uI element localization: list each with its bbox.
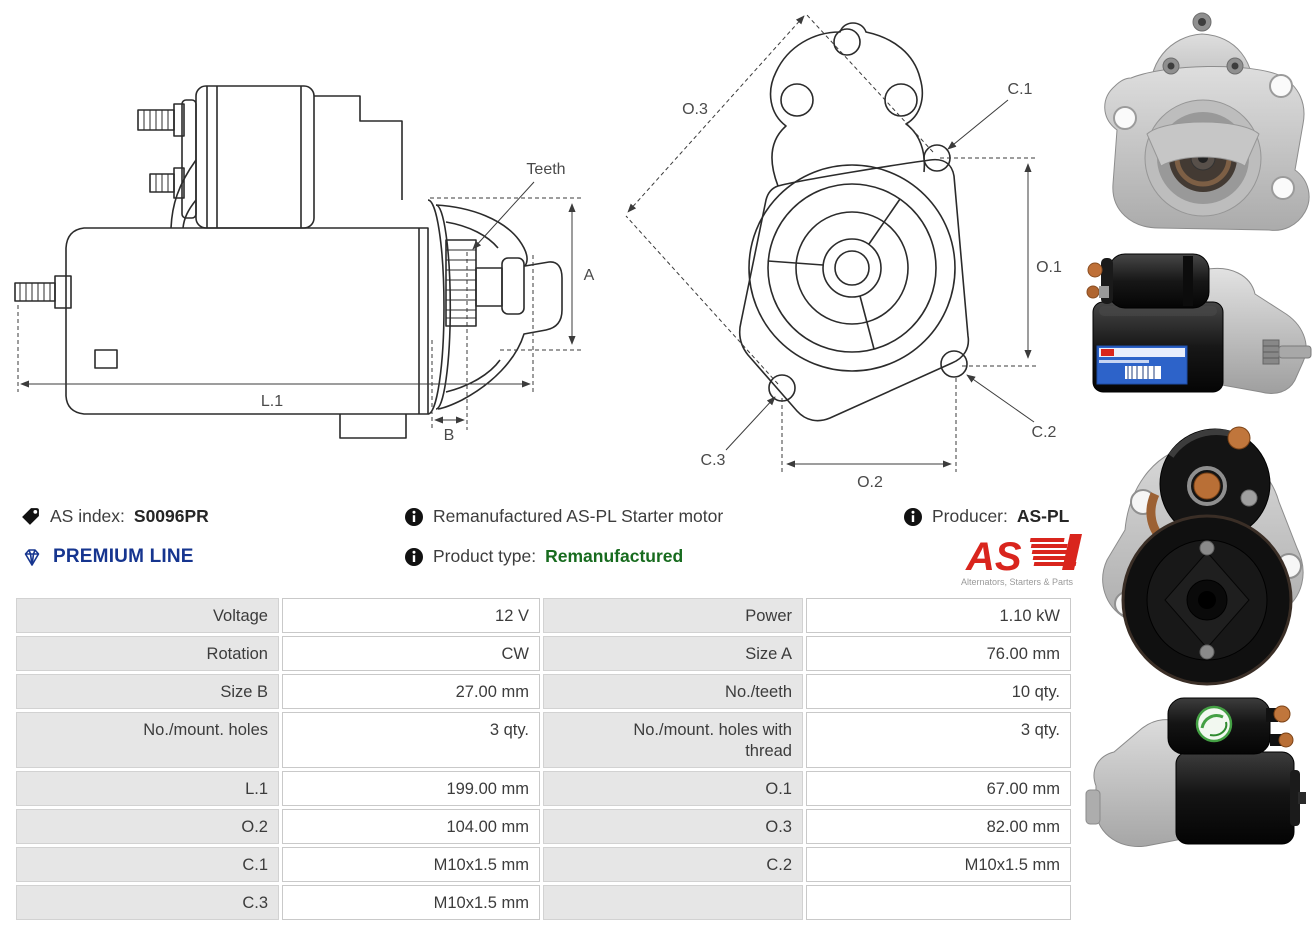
spec-label: O.3 xyxy=(543,809,803,844)
spec-label: No./teeth xyxy=(543,674,803,709)
product-photo-side-view[interactable] xyxy=(1085,248,1315,398)
dim-label-a: A xyxy=(583,267,595,284)
spec-value: CW xyxy=(282,636,540,671)
logo-tagline: Alternators, Starters & Parts xyxy=(960,577,1074,587)
spec-label: No./mount. holes xyxy=(16,712,279,768)
product-type-value: Remanufactured xyxy=(545,546,684,566)
dim-label-l1: L.1 xyxy=(260,393,284,410)
spec-value: 12 V xyxy=(282,598,540,633)
producer-row xyxy=(903,506,1069,527)
spec-label: O.1 xyxy=(543,771,803,806)
spec-value: 199.00 mm xyxy=(282,771,540,806)
dim-label-teeth: Teeth xyxy=(526,161,566,178)
spec-value: 76.00 mm xyxy=(806,636,1071,671)
info-circle-icon xyxy=(903,507,923,527)
spec-value: 82.00 mm xyxy=(806,809,1071,844)
starter-side-outline xyxy=(15,86,562,438)
spec-value: 104.00 mm xyxy=(282,809,540,844)
producer-value: AS-PL xyxy=(1016,506,1070,526)
dim-label-o3: O.3 xyxy=(682,101,708,118)
premium-line-label: PREMIUM LINE xyxy=(53,546,194,567)
premium-line-row xyxy=(20,546,194,568)
info-circle-icon xyxy=(404,547,424,567)
spec-value: 1.10 kW xyxy=(806,598,1071,633)
dim-label-c2: C.2 xyxy=(1031,424,1057,441)
product-photo-angled-view[interactable] xyxy=(1082,694,1316,858)
spec-label: Voltage xyxy=(16,598,279,633)
spec-value: 67.00 mm xyxy=(806,771,1071,806)
spec-label: Size B xyxy=(16,674,279,709)
diamond-icon xyxy=(20,546,44,568)
spec-label: O.2 xyxy=(16,809,279,844)
spec-value: 10 qty. xyxy=(806,674,1071,709)
spec-label: C.1 xyxy=(16,847,279,882)
spec-label: C.3 xyxy=(16,885,279,920)
spec-value: 3 qty. xyxy=(806,712,1071,768)
spec-value: 3 qty. xyxy=(282,712,540,768)
product-photo-front-view[interactable] xyxy=(1085,6,1315,246)
dim-label-c1: C.1 xyxy=(1007,81,1033,98)
product-description: Remanufactured AS-PL Starter motor xyxy=(433,506,724,526)
product-photo-rear-view[interactable] xyxy=(1085,402,1315,692)
spec-label xyxy=(543,885,803,920)
as-index-label: AS index: xyxy=(50,506,125,526)
spec-label: L.1 xyxy=(16,771,279,806)
product-type-row xyxy=(404,546,683,567)
as-pl-logo xyxy=(952,530,1082,590)
spec-label: Power xyxy=(543,598,803,633)
front-view-technical-drawing xyxy=(600,0,1078,495)
dim-label-o2: O.2 xyxy=(857,474,883,491)
description-row xyxy=(404,506,723,527)
as-index-row xyxy=(20,506,209,527)
producer-label: Producer: xyxy=(932,506,1008,526)
starter-front-outline xyxy=(740,23,969,421)
dim-label-b: B xyxy=(443,427,455,444)
tag-icon xyxy=(20,506,41,527)
product-type-label: Product type: xyxy=(433,546,537,566)
spec-table xyxy=(16,598,1071,920)
info-circle-icon xyxy=(404,507,424,527)
spec-label: No./mount. holes with thread xyxy=(543,712,803,768)
spec-value: M10x1.5 mm xyxy=(282,885,540,920)
spec-value: M10x1.5 mm xyxy=(806,847,1071,882)
side-view-technical-drawing xyxy=(0,0,610,490)
spec-value xyxy=(806,885,1071,920)
spec-label: C.2 xyxy=(543,847,803,882)
spec-label: Rotation xyxy=(16,636,279,671)
dim-label-o1: O.1 xyxy=(1036,259,1062,276)
spec-value: 27.00 mm xyxy=(282,674,540,709)
dim-label-c3: C.3 xyxy=(700,452,726,469)
logo-text: AS xyxy=(966,535,1022,579)
as-index-value: S0096PR xyxy=(133,506,209,526)
front-view-dimensions xyxy=(626,14,1036,472)
spec-value: M10x1.5 mm xyxy=(282,847,540,882)
spec-label: Size A xyxy=(543,636,803,671)
